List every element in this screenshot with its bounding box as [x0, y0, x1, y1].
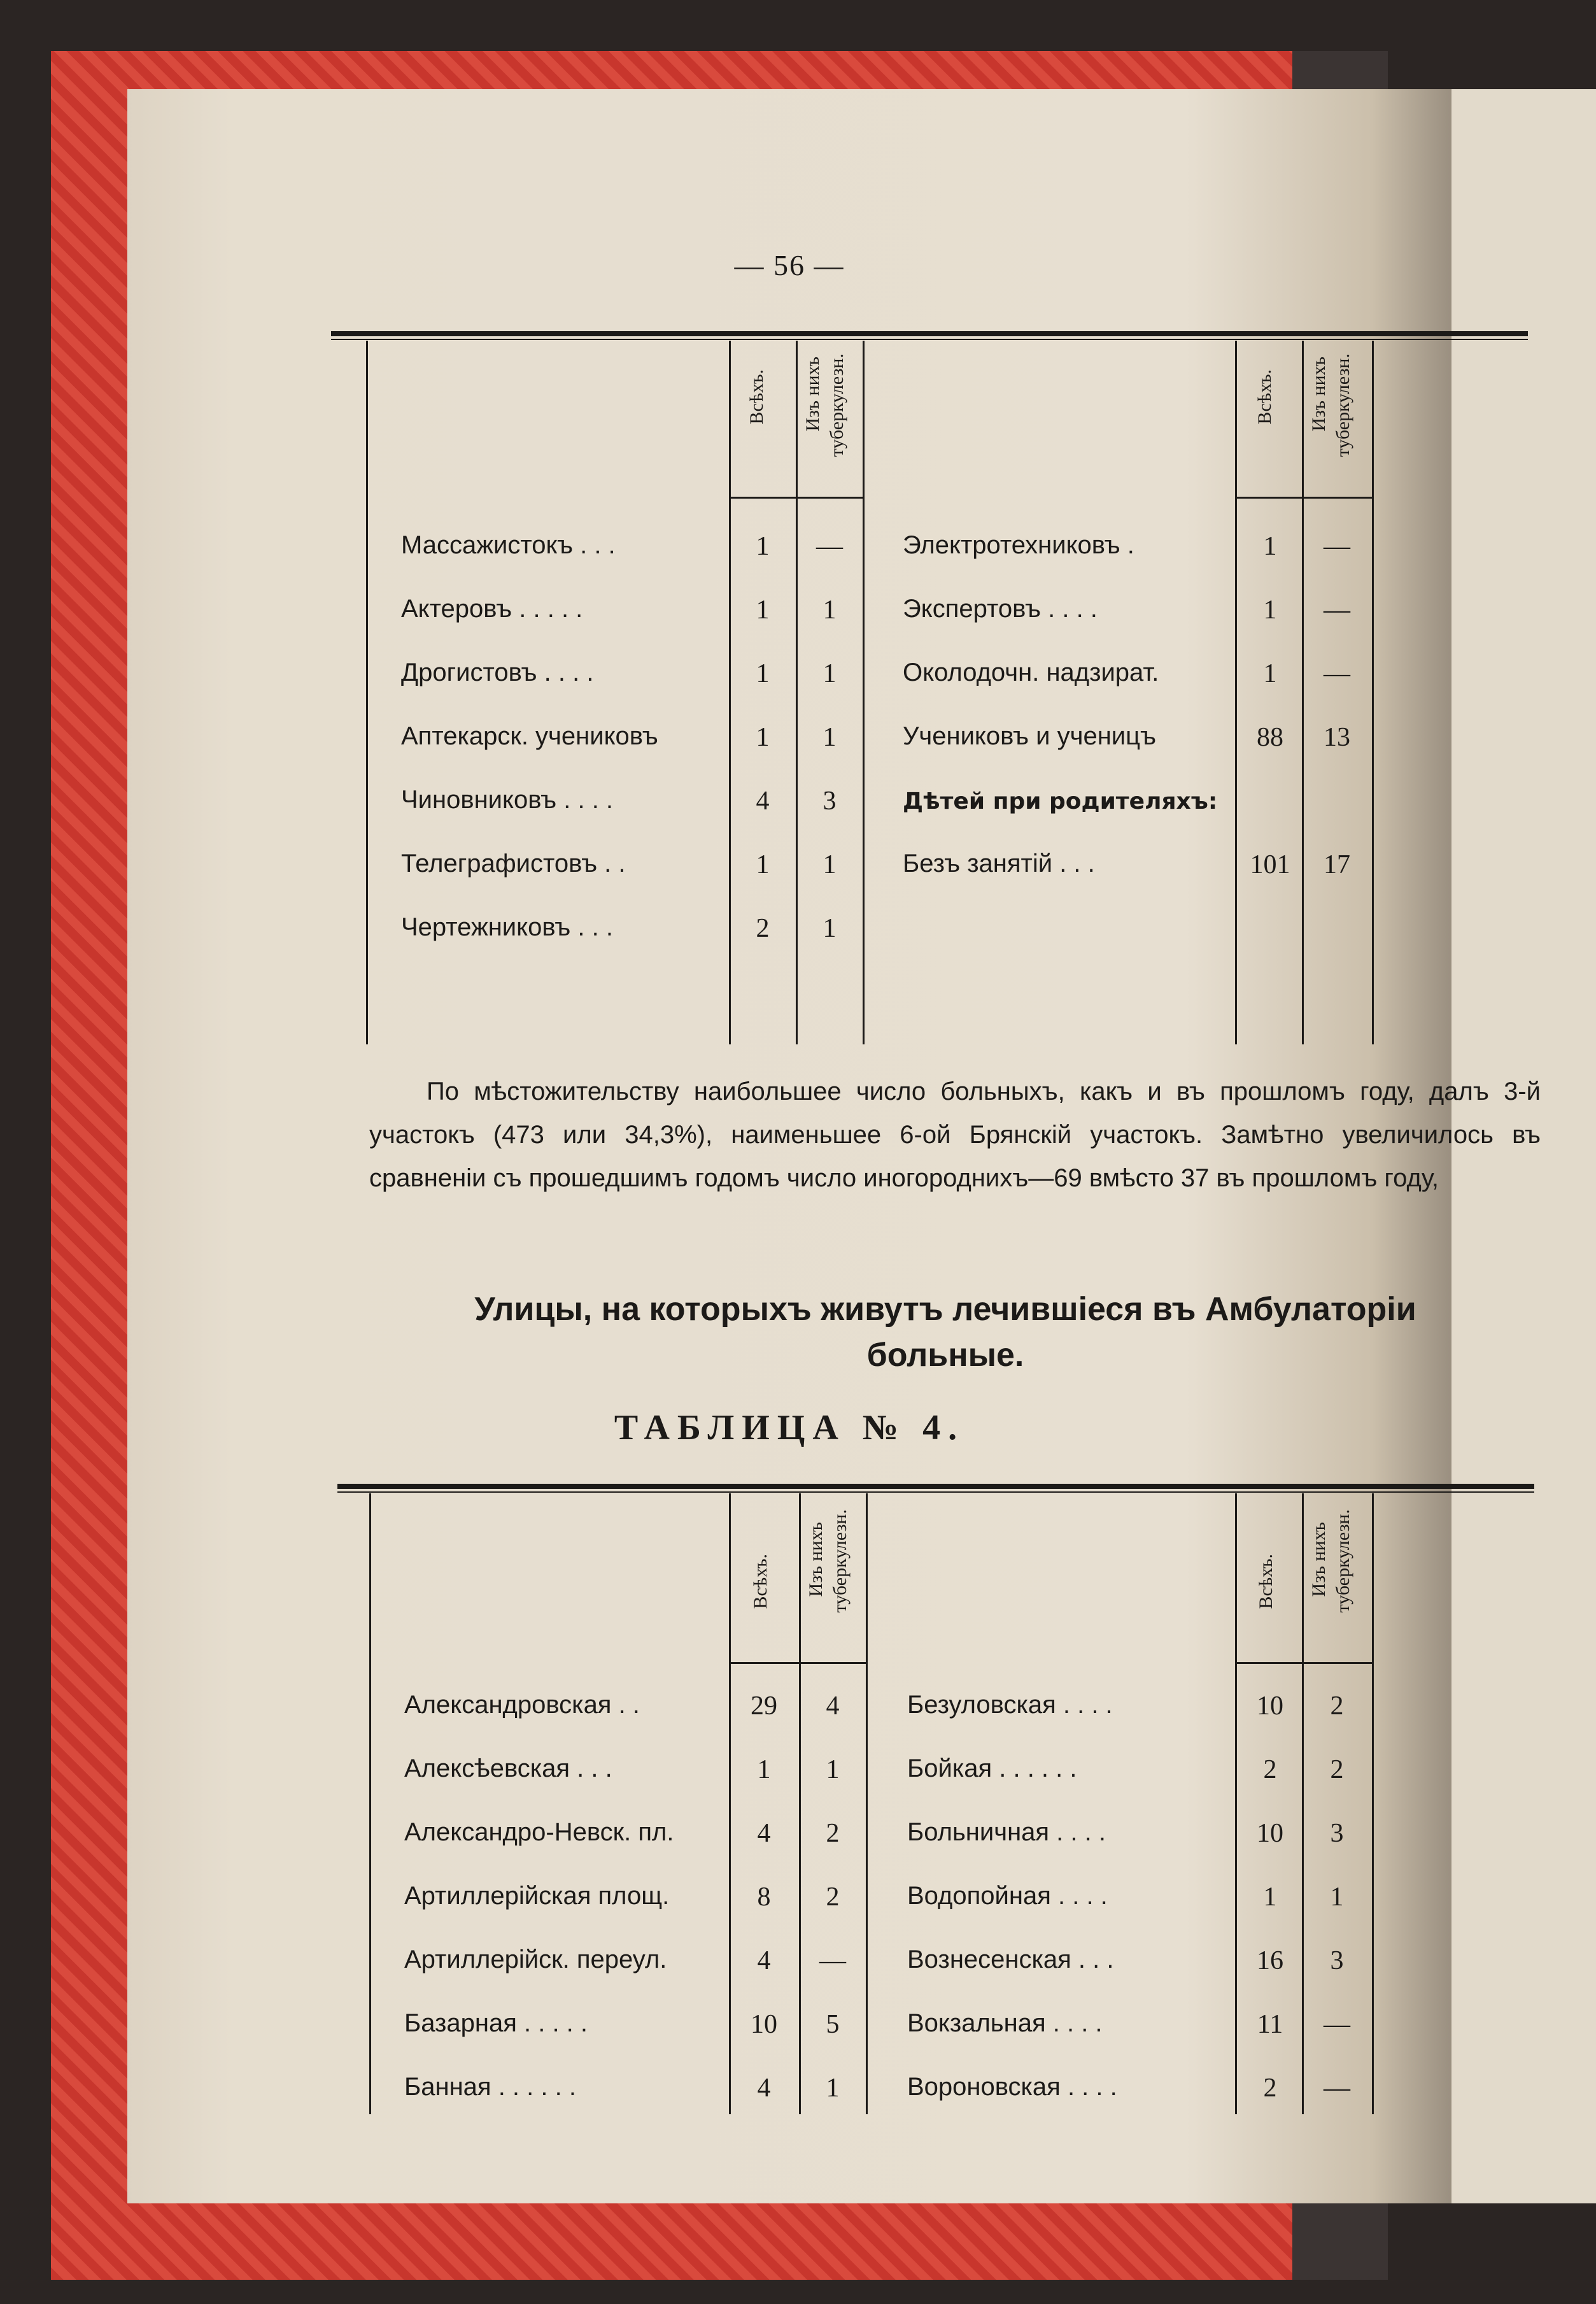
column-header-all-right: Всѣхъ.	[1255, 1554, 1276, 1609]
table-title: ТАБЛИЦА № 4.	[614, 1408, 965, 1447]
column-header-tb-2: туберкулезн.	[830, 1509, 851, 1613]
column-header-all-right: Всѣхъ.	[1254, 369, 1275, 425]
column-header-tb-2: туберкулезн.	[826, 353, 847, 457]
column-header-all: Всѣхъ.	[746, 369, 767, 425]
column-header-tb-1: Изъ нихъ	[805, 1522, 826, 1597]
book-page: — 56 — Всѣхъ. Изъ нихъ туберкулезн. Всѣхъ. Изъ нихъ туберкулезн. Массажистокъ . . . 1 — Актеровъ . . . . . 1 1 Дрогистовъ . . . . 1 1 Аптекарск. учениковъ 1 1 Чиновниковъ . . . . 4 3 Телеграфистовъ . . 1 1 Чертежниковъ . . . 2 1 Электротехниковъ . 1 — Экспертовъ . . . . 1 — Околодочн. надзират. 1 — Учениковъ и ученицъ 88 13 Дѣтей при родителяхъ: Безъ занятій . . . 101 17 По мѣстожительству наибольшее число больныхъ, какъ и въ прошломъ году, далъ 3-й участокъ (473 или 34,3%), наименьшее 6-ой Брянскій участокъ. Замѣтно увеличилось въ сравненіи съ прошедшимъ годомъ число иногороднихъ—69 вмѣсто 37 въ прошломъ году, Улицы, на которыхъ живутъ лечившіеся въ Амбулаторіи больные. ТАБЛИЦА № 4. Всѣхъ. Изъ нихъ туберкулезн. Всѣхъ. Изъ нихъ туберкулезн. Александровская . . 29 4 Алексѣевская . . . 1 1 Александро-Невск. пл. 4 2 Артиллерійская площ. 8 2 Артиллерійск. переул. 4 — Базарная . . . . . 10 5 Банная . . . . . . 4 1 Безуловская . . . . 10 2 Бойкая . . . . . . 2 2 Больничная . . . . 10 3 Водопойная . . . . 1 1 Вознесенская . . . 16 3 Вокзальная . . . . 11 — Вороновская . . . . 2 —	[127, 89, 1451, 2203]
column-header-tb-right-1: Изъ нихъ	[1308, 1522, 1329, 1597]
section-heading: Улицы, на которыхъ живутъ лечившіеся въ Амбулаторіи больные.	[474, 1291, 1416, 1374]
body-paragraph: По мѣстожительству наибольшее число больныхъ, какъ и въ прошломъ году, далъ 3-й участокъ (473 или 34,3%), наименьшее 6-ой Брянскій участокъ. Замѣтно увеличилось въ сравненіи съ прошедшимъ годомъ число иногороднихъ—69 вмѣсто 37 въ прошломъ году,	[369, 1077, 1541, 1192]
column-header-all: Всѣхъ.	[750, 1554, 771, 1609]
column-header-tb-1: Изъ нихъ	[802, 357, 823, 432]
column-header-tb-right-1: Изъ нихъ	[1308, 357, 1329, 432]
page-number: — 56 —	[734, 249, 845, 281]
column-header-tb-right-2: туберкулезн.	[1332, 353, 1353, 457]
column-header-tb-right-2: туберкулезн.	[1332, 1509, 1353, 1613]
